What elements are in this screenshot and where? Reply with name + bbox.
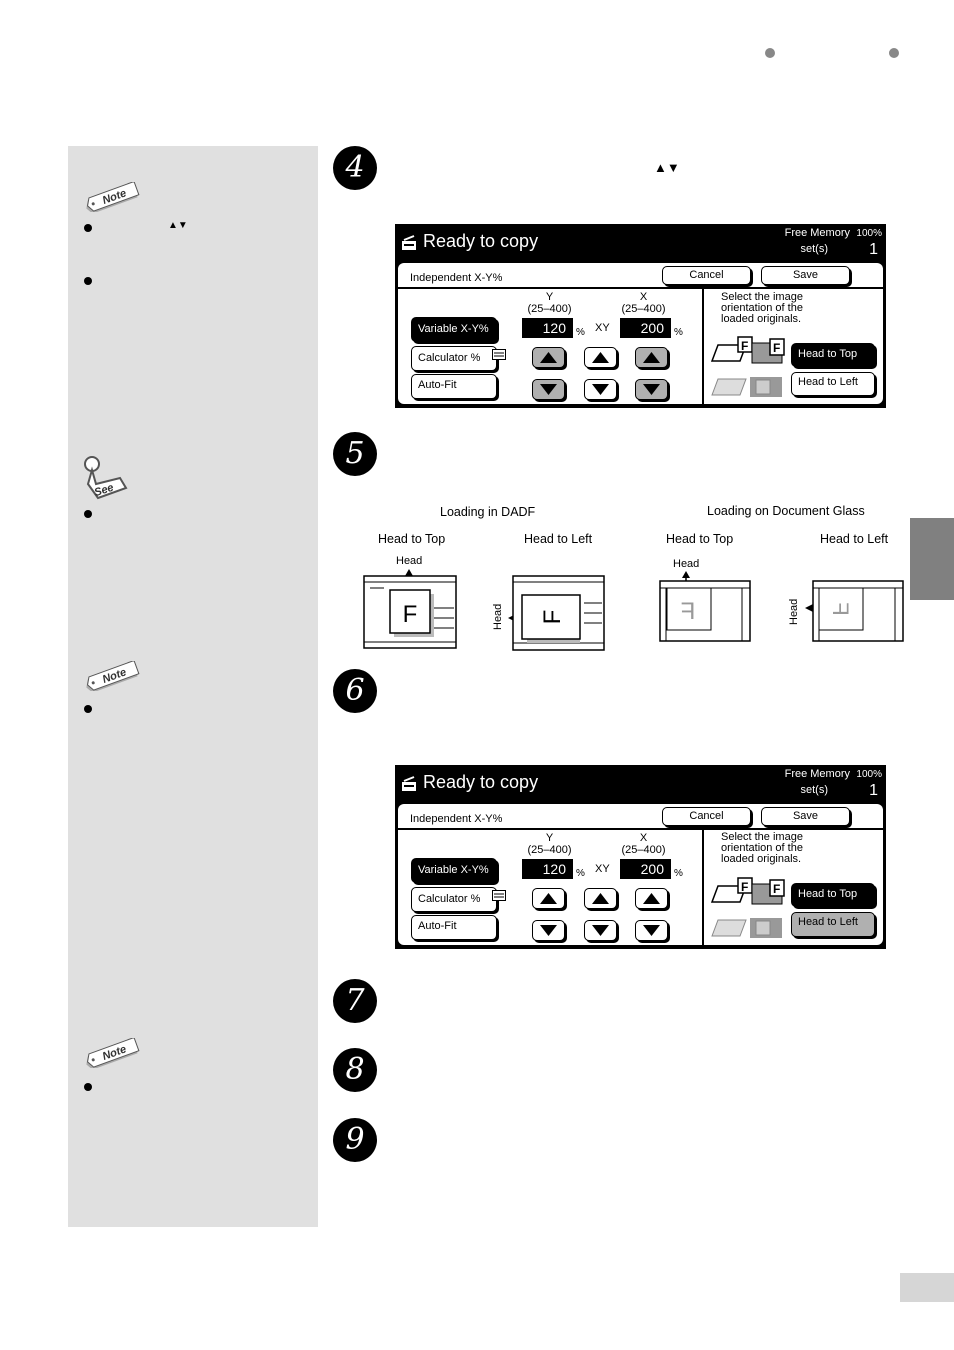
head-to-left-orientation-icon [710, 914, 788, 940]
tab-independent-xy: Independent X-Y% [410, 272, 503, 284]
x-percent-sign: % [674, 868, 683, 879]
header-dot-left [765, 48, 775, 58]
variable-xy-button[interactable]: Variable X-Y% [411, 858, 497, 883]
x-down-button[interactable] [635, 379, 668, 400]
x-label: X [639, 291, 648, 303]
y-range: (25–400) [527, 303, 572, 315]
variable-xy-button[interactable]: Variable X-Y% [411, 317, 497, 342]
sets-label: set(s) [800, 784, 828, 796]
head-to-left-orientation-icon [710, 373, 788, 399]
x-down-button[interactable] [635, 920, 668, 941]
bullet [84, 224, 92, 232]
see-tag-label: See [92, 481, 116, 500]
sidebar [68, 146, 318, 1227]
y-label: Y [545, 832, 554, 844]
xy-up-button[interactable] [584, 888, 617, 909]
head-to-top-orientation-icon [710, 335, 788, 365]
triangle-down-icon [539, 383, 558, 396]
diagram-letter: F [828, 602, 853, 616]
copier-icon [401, 235, 417, 251]
head-to-left-button[interactable]: Head to Left [791, 912, 875, 937]
triangle-down-icon [642, 383, 661, 396]
head-to-left-button[interactable]: Head to Left [791, 372, 875, 396]
y-value-field[interactable]: 120 [522, 859, 573, 879]
x-range: (25–400) [621, 844, 666, 856]
glass-title: Loading on Document Glass [707, 504, 865, 518]
dadf-head-to-top-label: Head to Top [378, 532, 446, 546]
triangle-up-icon [539, 351, 558, 364]
y-up-button[interactable] [532, 347, 565, 368]
panel-title: Ready to copy [423, 772, 539, 792]
orientation-line: Select the image [721, 291, 803, 303]
bullet [84, 510, 92, 518]
note-tag-label: Note [100, 187, 128, 207]
head-label-vertical: Head [788, 598, 800, 625]
dadf-title: Loading in DADF [440, 505, 536, 519]
divider [398, 287, 883, 289]
x-up-button[interactable] [635, 888, 668, 909]
orientation-line: orientation of the [721, 302, 803, 314]
y-value-field[interactable]: 120 [522, 318, 573, 338]
y-up-button[interactable] [532, 888, 565, 909]
head-label: Head [396, 555, 423, 567]
step-9-marker: 9 [333, 1118, 377, 1162]
triangle-up-icon [642, 351, 661, 364]
dadf-head-to-left-label: Head to Left [524, 532, 593, 546]
see-tag-icon [80, 454, 132, 502]
xy-label: XY [595, 863, 610, 875]
divider [398, 828, 883, 830]
x-value-field[interactable]: 200 [620, 318, 671, 338]
xy-label: XY [595, 322, 610, 334]
diagram-letter: F [402, 601, 418, 628]
x-percent-sign: % [674, 327, 683, 338]
head-to-top-orientation-icon [710, 876, 788, 906]
copier-panel-1 [395, 224, 886, 408]
step-7-marker: 7 [333, 979, 377, 1023]
panel-title: Ready to copy [423, 231, 539, 251]
free-memory-label: Free Memory [784, 768, 850, 780]
note-arrow-glyphs: ▲▼ [168, 220, 188, 231]
diagram-letter: F [680, 598, 696, 625]
x-range: (25–400) [621, 303, 666, 315]
calculator-icon [492, 349, 506, 360]
memory-percent: 100% [856, 228, 882, 239]
panel-body [398, 263, 883, 404]
orientation-line: orientation of the [721, 842, 803, 854]
head-to-top-button[interactable]: Head to Top [791, 883, 875, 907]
step-5-marker: 5 [333, 432, 377, 476]
orientation-line: Select the image [721, 831, 803, 843]
y-range: (25–400) [527, 844, 572, 856]
note-tag-icon [82, 182, 142, 212]
divider [702, 289, 704, 404]
triangle-up-icon [591, 351, 610, 364]
calculator-button[interactable]: Calculator % [411, 346, 497, 371]
diagram-letter: F [539, 609, 566, 625]
free-memory-label: Free Memory [784, 227, 850, 239]
copy-count: 1 [869, 782, 878, 799]
orientation-letter: F [741, 339, 749, 353]
orientation-line: loaded originals. [721, 853, 802, 865]
y-percent-sign: % [576, 868, 585, 879]
x-value-field[interactable]: 200 [620, 859, 671, 879]
triangle-up-icon [539, 892, 558, 905]
orientation-letter: F [773, 341, 781, 355]
calculator-icon [492, 890, 506, 901]
cancel-button[interactable]: Cancel [662, 266, 751, 285]
x-up-button[interactable] [635, 347, 668, 368]
copier-panel-2 [395, 765, 886, 949]
head-to-top-button[interactable]: Head to Top [791, 343, 875, 367]
divider [702, 830, 704, 945]
glass-head-to-top-label: Head to Top [666, 532, 734, 546]
y-down-button[interactable] [532, 920, 565, 941]
y-label: Y [545, 291, 554, 303]
dadf-head-to-left-figure [508, 573, 606, 653]
orientation-instruction [721, 832, 803, 865]
orientation-line: loaded originals. [721, 313, 802, 325]
step-8-marker: 8 [333, 1048, 377, 1092]
head-label-vertical: Head [492, 603, 504, 630]
copy-count: 1 [869, 241, 878, 258]
glass-head-to-top-figure [658, 570, 752, 646]
page-number-tab [900, 1273, 954, 1302]
triangle-down-icon [642, 924, 661, 937]
step4-arrow-glyphs: ▲▼ [654, 160, 680, 175]
calculator-button[interactable]: Calculator % [411, 887, 497, 912]
step-6-marker: 6 [333, 669, 377, 713]
bullet [84, 277, 92, 285]
orientation-letter: F [773, 882, 781, 896]
bullet [84, 1083, 92, 1091]
triangle-down-icon [591, 924, 610, 937]
copier-icon [401, 776, 417, 792]
note-tag-icon [82, 661, 142, 691]
xy-up-button[interactable] [584, 347, 617, 368]
note-tag-label: Note [100, 666, 128, 686]
cancel-button[interactable]: Cancel [662, 807, 751, 826]
xy-down-button[interactable] [584, 379, 617, 400]
save-button[interactable]: Save [761, 266, 850, 285]
note-tag-label: Note [100, 1043, 128, 1063]
glass-head-to-left-label: Head to Left [820, 532, 889, 546]
orientation-instruction [721, 292, 803, 325]
header-dot-right [889, 48, 899, 58]
auto-fit-button[interactable]: Auto-Fit [411, 374, 497, 399]
save-button[interactable]: Save [761, 807, 850, 826]
triangle-up-icon [591, 892, 610, 905]
panel-body [398, 804, 883, 945]
triangle-up-icon [642, 892, 661, 905]
head-label: Head [673, 558, 700, 570]
triangle-down-icon [539, 924, 558, 937]
orientation-letter: F [741, 880, 749, 894]
x-label: X [639, 832, 648, 844]
y-percent-sign: % [576, 327, 585, 338]
glass-head-to-left-figure [803, 578, 905, 644]
tab-independent-xy: Independent X-Y% [410, 813, 503, 825]
xy-down-button[interactable] [584, 920, 617, 941]
memory-percent: 100% [856, 769, 882, 780]
y-down-button[interactable] [532, 379, 565, 400]
step-4-marker: 4 [333, 146, 377, 190]
sets-label: set(s) [800, 243, 828, 255]
bullet [84, 705, 92, 713]
triangle-down-icon [591, 383, 610, 396]
section-tab [910, 518, 954, 600]
auto-fit-button[interactable]: Auto-Fit [411, 915, 497, 940]
note-tag-icon [82, 1038, 142, 1068]
dadf-head-to-top-figure [362, 568, 458, 650]
